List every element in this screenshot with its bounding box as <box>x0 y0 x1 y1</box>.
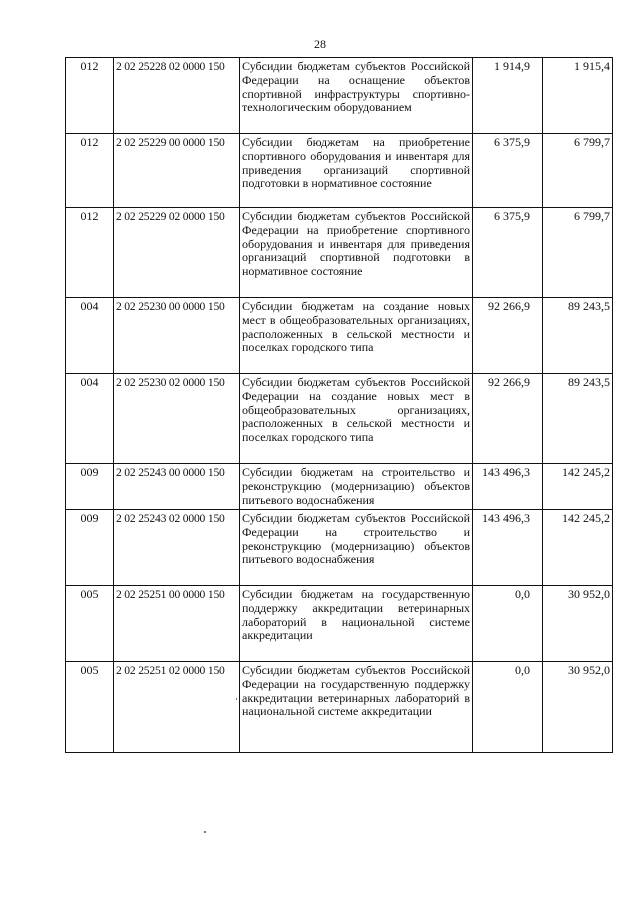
income-name-cell: Субсидии бюджетам субъектов Российской Федерации на создание новых мест в общеобразовательных организациях, расположенных в сельской местности и поселках городского типа <box>240 374 473 464</box>
budget-table <box>65 57 613 753</box>
scan-speck <box>204 831 206 833</box>
admin-code-cell: 009 <box>66 464 114 510</box>
admin-code-cell: 012 <box>66 208 114 298</box>
table-row <box>66 208 613 298</box>
amount-year2-cell: 30 952,0 <box>543 586 613 662</box>
amount-year1-cell: 0,0 <box>473 662 543 753</box>
admin-code-cell: 005 <box>66 662 114 753</box>
amount-year1-cell: 143 496,3 <box>473 464 543 510</box>
budget-code-cell: 2 02 25251 02 0000 150 <box>114 662 240 753</box>
amount-year1-cell: 0,0 <box>473 586 543 662</box>
admin-code-cell: 004 <box>66 374 114 464</box>
scan-speck <box>236 698 237 700</box>
budget-code-cell: 2 02 25229 02 0000 150 <box>114 208 240 298</box>
amount-year2-cell: 89 243,5 <box>543 298 613 374</box>
amount-year2-cell: 142 245,2 <box>543 510 613 586</box>
admin-code-cell: 012 <box>66 58 114 134</box>
amount-year1-cell: 92 266,9 <box>473 374 543 464</box>
budget-code-cell: 2 02 25251 00 0000 150 <box>114 586 240 662</box>
page-number: 28 <box>314 37 326 51</box>
income-name-cell: Субсидии бюджетам на создание новых мест в общеобразовательных организациях, расположенных в сельской местности и поселках городского типа <box>240 298 473 374</box>
income-name-cell: Субсидии бюджетам на приобретение спортивного оборудования и инвентаря для приведения организаций спортивной подготовки в нормативное состояние <box>240 134 473 208</box>
income-name-cell: Субсидии бюджетам субъектов Российской Федерации на государственную поддержку аккредитации ветеринарных лабораторий в национальной системе аккредитации <box>240 662 473 753</box>
amount-year1-cell: 6 375,9 <box>473 134 543 208</box>
amount-year2-cell: 6 799,7 <box>543 134 613 208</box>
amount-year1-cell: 143 496,3 <box>473 510 543 586</box>
income-name-cell: Субсидии бюджетам субъектов Российской Федерации на строительство и реконструкцию (модернизацию) объектов питьевого водоснабжения <box>240 510 473 586</box>
amount-year2-cell: 30 952,0 <box>543 662 613 753</box>
budget-code-cell: 2 02 25228 02 0000 150 <box>114 58 240 134</box>
table-row <box>66 464 613 510</box>
admin-code-cell: 005 <box>66 586 114 662</box>
amount-year2-cell: 142 245,2 <box>543 464 613 510</box>
table-row <box>66 298 613 374</box>
table-row <box>66 134 613 208</box>
budget-table-body <box>66 58 613 753</box>
admin-code-cell: 004 <box>66 298 114 374</box>
amount-year2-cell: 89 243,5 <box>543 374 613 464</box>
table-row <box>66 374 613 464</box>
amount-year2-cell: 1 915,4 <box>543 58 613 134</box>
income-name-cell: Субсидии бюджетам субъектов Российской Федерации на оснащение объектов спортивной инфраструктуры спортивно-технологическим оборудованием <box>240 58 473 134</box>
income-name-cell: Субсидии бюджетам на государственную поддержку аккредитации ветеринарных лабораторий в национальной системе аккредитации <box>240 586 473 662</box>
budget-code-cell: 2 02 25243 02 0000 150 <box>114 510 240 586</box>
income-name-cell: Субсидии бюджетам субъектов Российской Федерации на приобретение спортивного оборудования и инвентаря для приведения организаций спортивной подготовки в нормативное состояние <box>240 208 473 298</box>
table-row <box>66 58 613 134</box>
budget-code-cell: 2 02 25230 02 0000 150 <box>114 374 240 464</box>
amount-year1-cell: 92 266,9 <box>473 298 543 374</box>
amount-year2-cell: 6 799,7 <box>543 208 613 298</box>
table-row <box>66 662 613 753</box>
amount-year1-cell: 6 375,9 <box>473 208 543 298</box>
amount-year1-cell: 1 914,9 <box>473 58 543 134</box>
income-name-cell: Субсидии бюджетам на строительство и реконструкцию (модернизацию) объектов питьевого водоснабжения <box>240 464 473 510</box>
table-row <box>66 586 613 662</box>
admin-code-cell: 012 <box>66 134 114 208</box>
table-row <box>66 510 613 586</box>
budget-code-cell: 2 02 25229 00 0000 150 <box>114 134 240 208</box>
budget-code-cell: 2 02 25230 00 0000 150 <box>114 298 240 374</box>
admin-code-cell: 009 <box>66 510 114 586</box>
budget-code-cell: 2 02 25243 00 0000 150 <box>114 464 240 510</box>
